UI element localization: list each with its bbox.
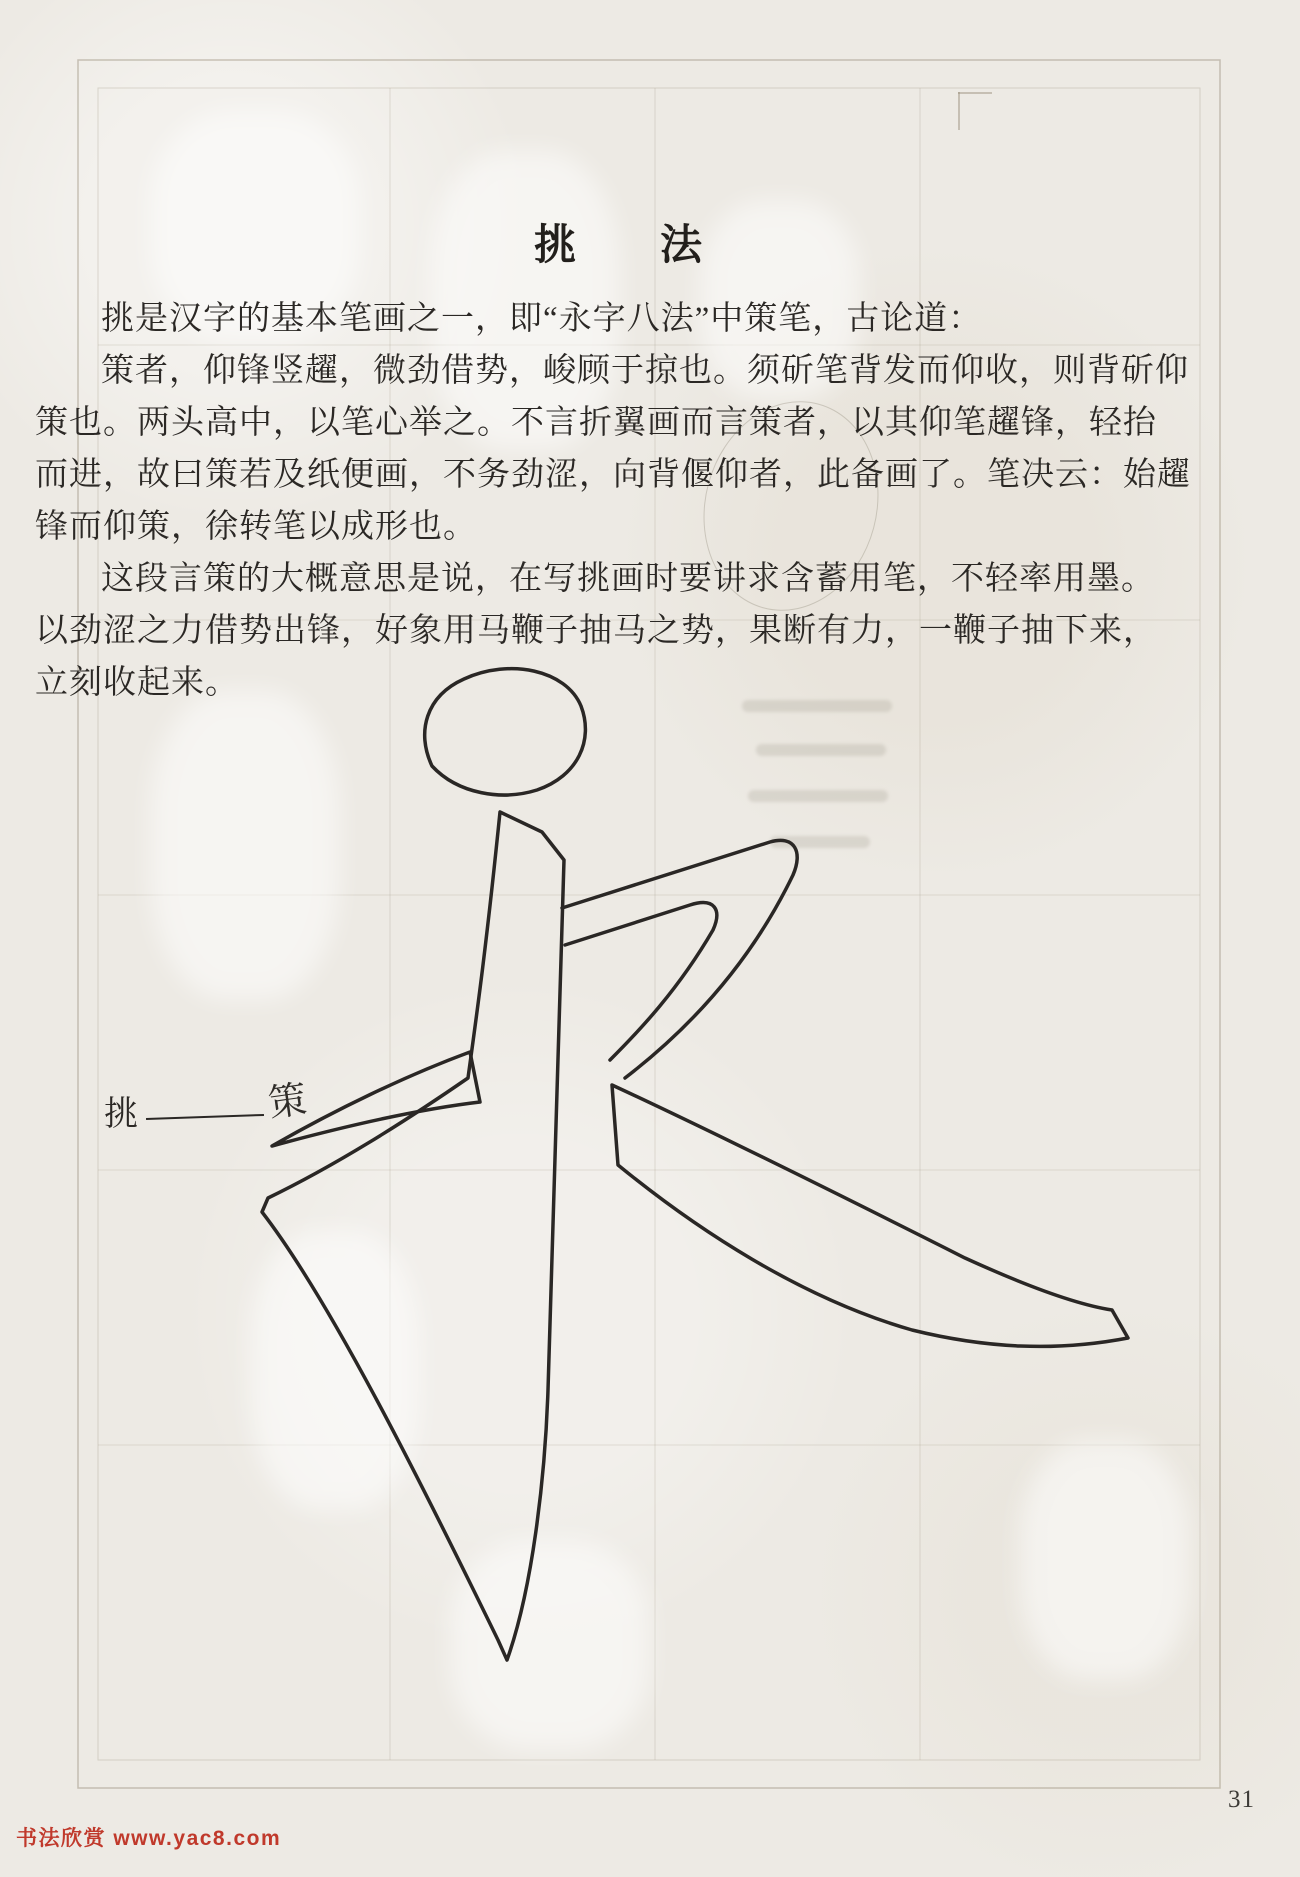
body-line: 以劲涩之力借势出锋，好象用马鞭子抽马之势，果断有力，一鞭子抽下来， [35, 613, 1157, 649]
watermark: 书法欣赏 www.yac8.com [16, 1827, 282, 1850]
body-text-block [35, 293, 1263, 709]
body-line: 策者，仰锋竖趯，微劲借势，峻顾于掠也。须斫笔背发而仰收，则背斫仰 [101, 353, 1189, 389]
page-title-char-2: 法 [660, 223, 703, 269]
page-title [0, 212, 1268, 272]
body-line: 挑是汉字的基本笔画之一，即“永字八法”中策笔，古论道： [101, 301, 983, 337]
body-line: 而进，故曰策若及纸便画，不务劲涩，向背偃仰者，此备画了。笔决云：始趯 [35, 457, 1191, 493]
horizontal-fold-outline [562, 840, 797, 1078]
frame-tick [958, 92, 992, 94]
horizontal-fold-inner-line [565, 903, 717, 1060]
body-line: 锋而仰策，徐转笔以成形也。 [35, 509, 477, 545]
body-line: 策也。两头高中，以笔心举之。不言折翼画而言策者，以其仰笔趯锋，轻抬 [35, 405, 1157, 441]
annotation-label: 挑 [104, 1096, 139, 1133]
page-title-char-1: 挑 [533, 223, 576, 269]
frame-tick [958, 92, 960, 130]
na-stroke-outline [612, 1085, 1128, 1346]
body-line: 这段言策的大概意思是说，在写挑画时要讲求含蓄用笔，不轻率用墨。 [101, 561, 1155, 597]
annotation-target-label: 策 [265, 1078, 310, 1126]
body-line: 立刻收起来。 [35, 665, 239, 701]
vertical-and-pie-outline [262, 812, 564, 1660]
page-number: 31 [1228, 1786, 1255, 1813]
yong-character-drawing [120, 648, 1150, 1708]
dot-stroke-outline [425, 669, 586, 795]
